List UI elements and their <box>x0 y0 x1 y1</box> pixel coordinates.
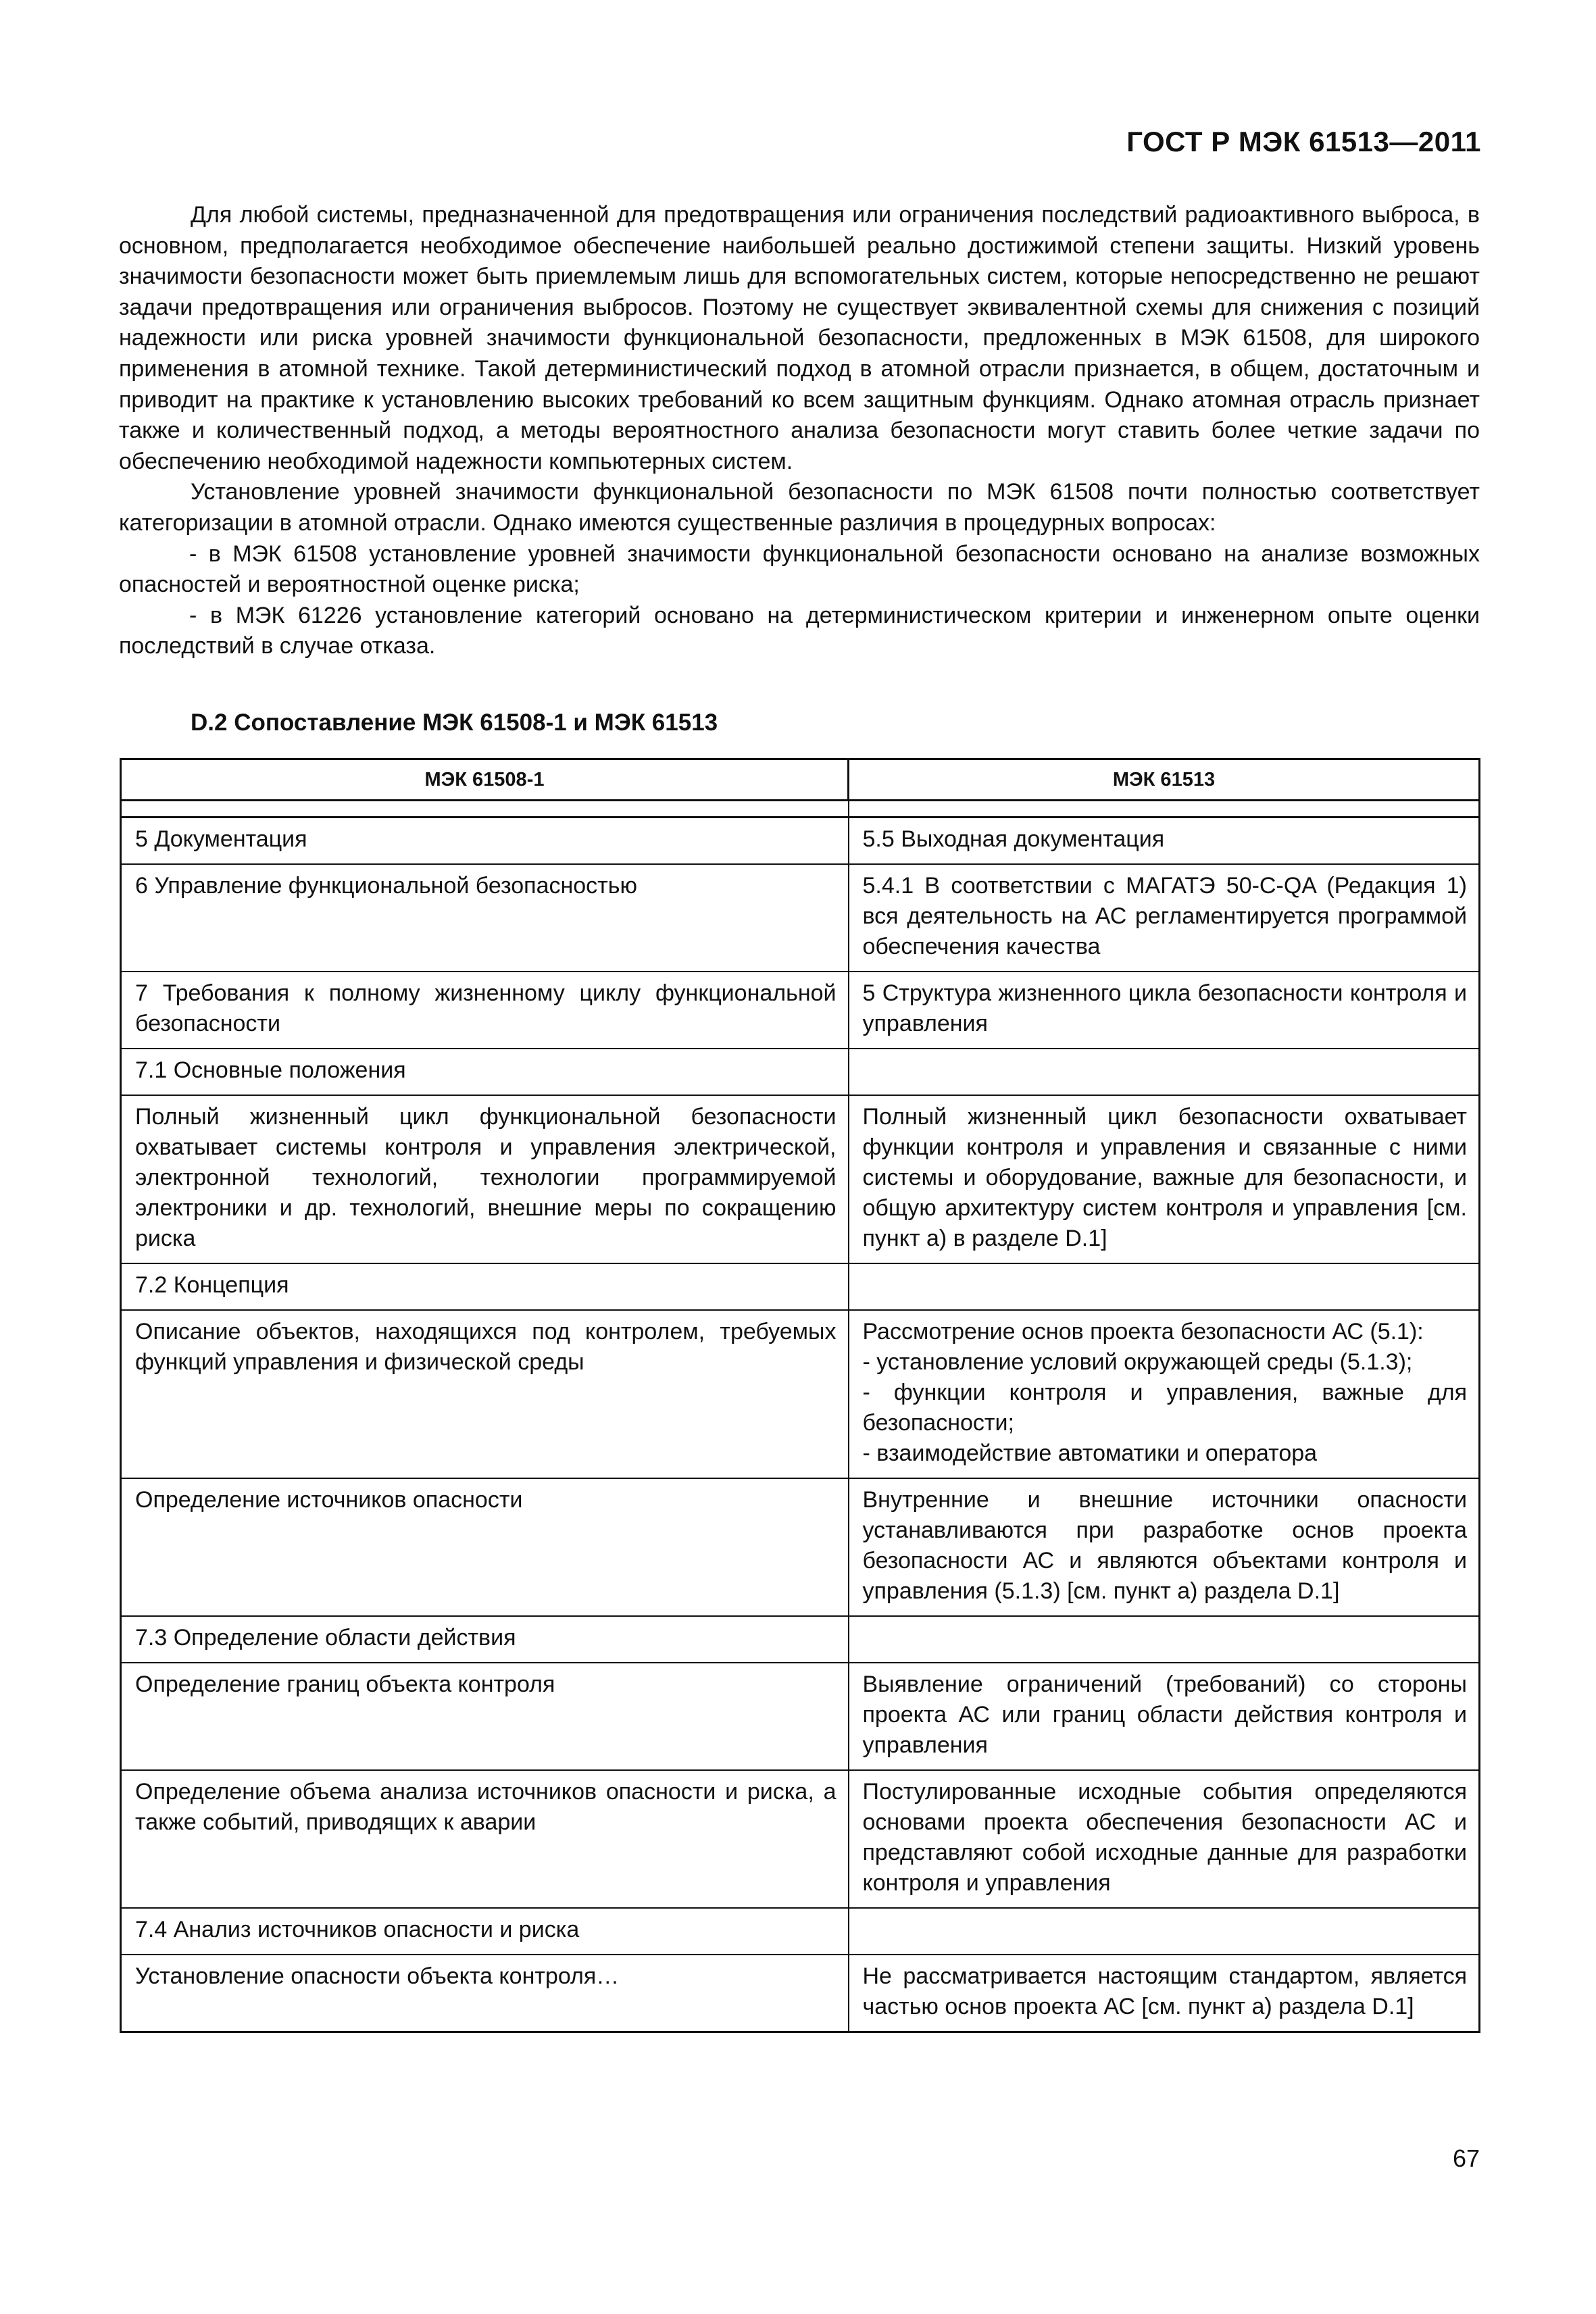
table-body <box>121 801 1480 2032</box>
table-row <box>121 864 1480 972</box>
table-header-row <box>121 759 1480 801</box>
cell-text: Определение границ объекта контроля <box>135 1671 555 1697</box>
table-row <box>121 1310 1480 1478</box>
table-row <box>121 1955 1480 2032</box>
cell-iec-61513 <box>849 1908 1480 1955</box>
cell-iec-61513 <box>849 972 1480 1049</box>
cell-text: 7.3 Определение области действия <box>135 1625 516 1651</box>
standard-code-header: ГОСТ Р МЭК 61513—2011 <box>1126 126 1481 157</box>
column-header-iec-61508: МЭК 61508-1 <box>121 759 849 801</box>
cell-text: 5 Документация <box>135 826 307 852</box>
cell-text: Выявление ограничений (требований) со стороны проекта АС или границ области действия контроля и управления <box>862 1671 1467 1758</box>
table-row <box>121 1095 1480 1263</box>
cell-iec-61508 <box>121 1908 849 1955</box>
cell-iec-61508 <box>121 1770 849 1908</box>
cell-iec-61508 <box>121 1616 849 1663</box>
intro-paragraph: Установление уровней значимости функциональной безопасности по МЭК 61508 почти полностью соответствует категоризации в атомной отрасли. Однако имеются существенные различия в процедурных вопросах: <box>119 479 1480 536</box>
cell-iec-61508 <box>121 818 849 865</box>
table-row <box>121 1908 1480 1955</box>
cell-iec-61513 <box>849 1310 1480 1478</box>
cell-text: Полный жизненный цикл безопасности охватывает функции контроля и управления и связанные с ними системы и оборудование, важные для безопасности, и общую архитектуру систем контроля и управления [см. пункт а) в разделе D.1] <box>862 1104 1467 1251</box>
table-row <box>121 1049 1480 1095</box>
intro-dash-item: - в МЭК 61508 установление уровней значимости функциональной безопасности основано на анализе возможных опасностей и вероятностной оценке риска; <box>119 540 1480 598</box>
cell-iec-61508 <box>121 1478 849 1616</box>
table-row <box>121 972 1480 1049</box>
cell-iec-61513 <box>849 1955 1480 2032</box>
table-row <box>121 1616 1480 1663</box>
cell-iec-61513 <box>849 1263 1480 1310</box>
cell-iec-61508 <box>121 1955 849 2032</box>
cell-text: 7.1 Основные положения <box>135 1057 406 1083</box>
table-row <box>121 1478 1480 1616</box>
cell-text: 7 Требования к полному жизненному циклу функциональной безопасности <box>135 980 837 1036</box>
cell-iec-61513 <box>849 864 1480 972</box>
cell-text: - взаимодействие автоматики и оператора <box>862 1440 1318 1466</box>
cell-iec-61508 <box>121 1095 849 1263</box>
table-spacer-row <box>121 801 1480 818</box>
cell-text: Внутренние и внешние источники опасности устанавливаются при разработке основ проекта безопасности АС и являются объектами контроля и управления (5.1.3) [см. пункт а) раздела D.1] <box>862 1487 1467 1604</box>
table-row <box>121 818 1480 865</box>
cell-iec-61513 <box>849 818 1480 865</box>
cell-text: Установление опасности объекта контроля… <box>135 1963 620 1989</box>
table-row <box>121 1770 1480 1908</box>
cell-text: Рассмотрение основ проекта безопасности АС (5.1): <box>862 1319 1424 1344</box>
intro-paragraph: Для любой системы, предназначенной для предотвращения или ограничения последствий радиоактивного выброса, в основном, предполагается необходимое обеспечение наибольшей реально достижимой степени защиты. Низкий уровень значимости безопасности может быть приемлемым лишь для вспомогательных систем, которые непосредственно не решают задачи предотвращения или ограничения выбросов. Поэтому не существует эквивалентной схемы для снижения с позиций надежности или риска уровней значимости функциональной безопасности, предложенных в МЭК 61508, для широкого применения в атомной технике. Такой детерминистический подход в атомной отрасли признается, в общем, достаточным и приводит на практике к установлению высоких требований ко всем защитным функциям. Однако атомная отрасль признает также и количественный подход, а методы вероятностного анализа безопасности могут ставить более четкие задачи по обеспечению необходимой надежности компьютерных систем. <box>119 202 1480 474</box>
cell-text: Не рассматривается настоящим стандартом, является частью основ проекта АС [см. пункт а) раздела D.1] <box>862 1963 1467 2019</box>
cell-text: Полный жизненный цикл функциональной безопасности охватывает системы контроля и управления электрической, электронной технологий, технологии программируемой электроники и др. технологий, внешние меры по сокращению риска <box>135 1104 837 1251</box>
section-title: D.2 Сопоставление МЭК 61508-1 и МЭК 61513 <box>191 709 718 736</box>
cell-text: - установление условий окружающей среды (5.1.3); <box>862 1349 1413 1375</box>
table-row <box>121 1263 1480 1310</box>
intro-dash-item: - в МЭК 61226 установление категорий основано на детерминистическом критерии и инженерном опыте оценки последствий в случае отказа. <box>119 602 1480 659</box>
cell-iec-61508 <box>121 1663 849 1770</box>
cell-text: Постулированные исходные события определяются основами проекта обеспечения безопасности АС и представляют собой исходные данные для разработки контроля и управления <box>862 1779 1467 1896</box>
cell-text: Определение источников опасности <box>135 1487 523 1513</box>
cell-text: 7.2 Концепция <box>135 1272 289 1298</box>
cell-iec-61513 <box>849 1049 1480 1095</box>
cell-text: 7.4 Анализ источников опасности и риска <box>135 1917 580 1942</box>
column-header-iec-61513: МЭК 61513 <box>849 759 1480 801</box>
cell-iec-61513 <box>849 1478 1480 1616</box>
comparison-table <box>120 758 1480 2033</box>
spacer-cell <box>849 801 1480 818</box>
cell-iec-61508 <box>121 1049 849 1095</box>
cell-text: 5 Структура жизненного цикла безопасности контроля и управления <box>862 980 1467 1036</box>
cell-iec-61508 <box>121 1263 849 1310</box>
cell-text: - функции контроля и управления, важные для безопасности; <box>862 1380 1467 1436</box>
cell-iec-61513 <box>849 1616 1480 1663</box>
cell-iec-61513 <box>849 1095 1480 1263</box>
page-number: 67 <box>1452 2144 1480 2172</box>
cell-text: Описание объектов, находящихся под контролем, требуемых функций управления и физической среды <box>135 1319 837 1375</box>
table-row <box>121 1663 1480 1770</box>
cell-text: Определение объема анализа источников опасности и риска, а также событий, приводящих к аварии <box>135 1779 837 1835</box>
cell-text: 5.4.1 В соответствии с МАГАТЭ 50-С-QA (Редакция 1) вся деятельность на АС регламентируется программой обеспечения качества <box>862 873 1467 959</box>
cell-iec-61508 <box>121 1310 849 1478</box>
cell-iec-61513 <box>849 1663 1480 1770</box>
cell-text: 6 Управление функциональной безопасностью <box>135 873 637 899</box>
cell-iec-61508 <box>121 864 849 972</box>
cell-text: 5.5 Выходная документация <box>862 826 1165 852</box>
spacer-cell <box>121 801 849 818</box>
cell-iec-61508 <box>121 972 849 1049</box>
cell-iec-61513 <box>849 1770 1480 1908</box>
intro-text <box>119 200 1480 662</box>
